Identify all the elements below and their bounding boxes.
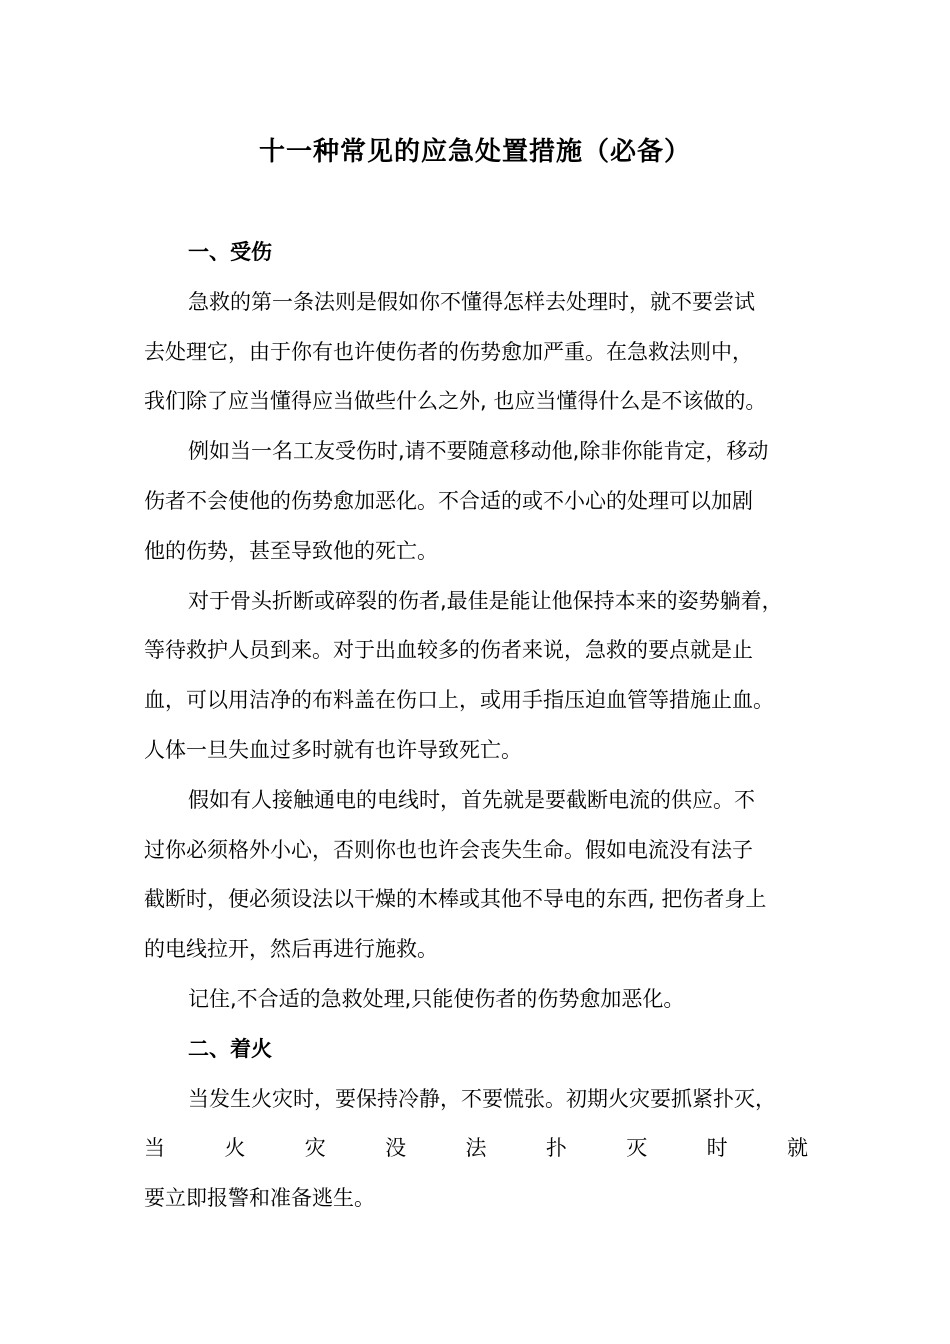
- paragraph: [144, 577, 808, 776]
- paragraph-line-spread: [144, 1124, 808, 1174]
- spread-char: 火: [224, 1136, 246, 1161]
- paragraph: [144, 427, 808, 576]
- document-title: 十一种常见的应急处置措施（必备）: [258, 137, 691, 167]
- spread-char: 灾: [304, 1136, 326, 1161]
- spread-char: 当: [144, 1136, 165, 1161]
- paragraph: [144, 278, 808, 427]
- paragraph-line: 等待救护人员到来。对于出血较多的伤者来说，急救的要点就是止: [144, 638, 753, 663]
- spread-char: 时: [706, 1136, 728, 1161]
- paragraph-line: 血，可以用洁净的布料盖在伤口上，或用手指压迫血管等措施止血。: [144, 688, 774, 713]
- paragraph-line: 他的伤势，甚至导致他的死亡。: [144, 538, 438, 563]
- paragraph-line: 当发生火灾时，要保持冷静，不要慌张。初期火灾要抓紧扑灭，: [188, 1086, 776, 1111]
- spread-char: 灭: [626, 1136, 648, 1161]
- spread-char: 没: [385, 1136, 407, 1161]
- paragraph-line: 例如当一名工友受伤时,请不要随意移动他,除非你能肯定，移动: [188, 439, 769, 464]
- spread-char: 法: [465, 1136, 487, 1161]
- spread-char: 扑: [545, 1136, 567, 1161]
- paragraph-line: 的电线拉开，然后再进行施救。: [144, 937, 438, 962]
- paragraph-line: 去处理它，由于你有也许使伤者的伤势愈加严重。在急救法则中，: [144, 339, 753, 364]
- document-body: [144, 228, 808, 1224]
- paragraph-line: 我们除了应当懂得应当做些什么之外, 也应当懂得什么是不该做的。: [144, 389, 767, 414]
- paragraph-line: 过你必须格外小心，否则你也也许会丧失生命。假如电流没有法子: [144, 837, 753, 862]
- paragraph: [144, 975, 808, 1025]
- paragraph-line: 急救的第一条法则是假如你不懂得怎样去处理时，就不要尝试: [188, 289, 755, 314]
- spread-char: 就: [787, 1136, 808, 1161]
- paragraph-line: 对于骨头折断或碎裂的伤者,最佳是能让他保持本来的姿势躺着，: [188, 588, 783, 613]
- paragraph: [144, 1075, 808, 1224]
- paragraph-line: 要立即报警和准备逃生。: [144, 1186, 375, 1211]
- paragraph: [144, 776, 808, 975]
- section-heading: 二、着火: [188, 1036, 272, 1061]
- paragraph-line: 记住,不合适的急救处理,只能使伤者的伤势愈加恶化。: [188, 986, 685, 1011]
- paragraph-line: 假如有人接触通电的电线时，首先就是要截断电流的供应。不: [188, 787, 755, 812]
- paragraph-line: 截断时，便必须设法以干燥的木棒或其他不导电的东西, 把伤者身上: [144, 887, 767, 912]
- paragraph-line: 伤者不会使他的伤势愈加恶化。不合适的或不小心的处理可以加剧: [144, 488, 753, 513]
- paragraph-line: 人体一旦失血过多时就有也许导致死亡。: [144, 737, 522, 762]
- section-heading: 一、受伤: [188, 240, 272, 264]
